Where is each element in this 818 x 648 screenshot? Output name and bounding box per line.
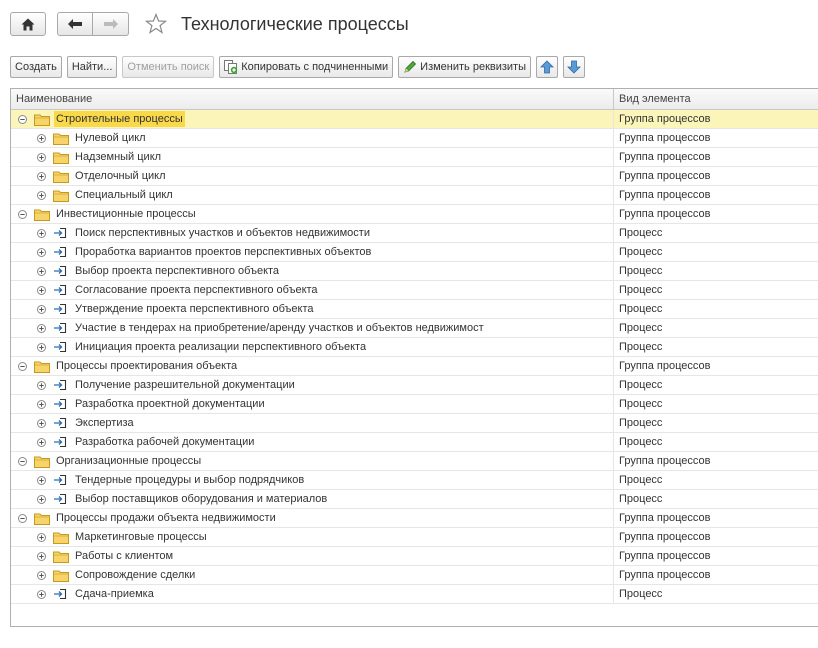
name-cell	[11, 471, 614, 489]
row-name: Тендерные процедуры и выбор подрядчиков	[75, 474, 305, 486]
folder-icon	[53, 169, 69, 183]
process-icon	[53, 416, 69, 430]
tree-row-group[interactable]	[11, 167, 818, 186]
row-name: Участие в тендерах на приобретение/аренду участков и объектов недвижимост	[75, 322, 484, 334]
kind-cell: Процесс	[619, 322, 663, 334]
cancel-search-button[interactable]: Отменить поиск	[122, 56, 214, 78]
tree-row-process[interactable]	[11, 338, 818, 357]
kind-cell: Процесс	[619, 265, 663, 277]
expand-icon[interactable]	[36, 152, 47, 163]
name-cell	[11, 167, 614, 185]
tree-row-process[interactable]	[11, 243, 818, 262]
row-name: Специальный цикл	[75, 189, 173, 201]
folder-icon	[34, 112, 50, 126]
tree-row-group[interactable]	[11, 566, 818, 585]
folder-icon	[34, 511, 50, 525]
kind-cell: Процесс	[619, 417, 663, 429]
row-name: Согласование проекта перспективного объекта	[75, 284, 318, 296]
kind-cell: Группа процессов	[619, 550, 711, 562]
home-icon	[21, 18, 35, 31]
expand-icon[interactable]	[36, 380, 47, 391]
collapse-icon[interactable]	[17, 209, 28, 220]
name-cell	[11, 300, 614, 318]
title-bar	[10, 10, 409, 38]
expand-icon[interactable]	[36, 133, 47, 144]
pencil-icon	[403, 60, 417, 74]
tree-row-process[interactable]	[11, 376, 818, 395]
table-header	[11, 89, 818, 110]
process-icon	[53, 321, 69, 335]
name-cell	[11, 186, 614, 204]
row-name: Получение разрешительной документации	[75, 379, 295, 391]
collapse-icon[interactable]	[17, 456, 28, 467]
folder-icon	[53, 188, 69, 202]
change-props-label: Изменить реквизиты	[420, 61, 526, 73]
expand-icon[interactable]	[36, 570, 47, 581]
row-name: Строительные процессы	[56, 113, 183, 125]
tree-row-group[interactable]	[11, 547, 818, 566]
expand-icon[interactable]	[36, 418, 47, 429]
row-name: Экспертиза	[75, 417, 134, 429]
copy-with-children-button[interactable]	[219, 56, 393, 78]
folder-icon	[34, 454, 50, 468]
expand-icon[interactable]	[36, 532, 47, 543]
folder-icon	[34, 207, 50, 221]
name-cell	[11, 376, 614, 394]
expand-icon[interactable]	[36, 190, 47, 201]
column-header-kind[interactable]: Вид элемента	[619, 93, 691, 105]
tree-row-process[interactable]	[11, 281, 818, 300]
back-button[interactable]	[57, 12, 93, 36]
create-button[interactable]: Создать	[10, 56, 62, 78]
row-name: Инвестиционные процессы	[56, 208, 196, 220]
tree-row-process[interactable]	[11, 490, 818, 509]
name-cell	[11, 338, 614, 356]
column-header-name[interactable]: Наименование	[11, 89, 614, 109]
row-name: Маркетинговые процессы	[75, 531, 207, 543]
process-icon	[53, 340, 69, 354]
name-cell	[11, 224, 614, 242]
tree-row-group[interactable]	[11, 110, 818, 129]
name-cell	[11, 148, 614, 166]
process-icon	[53, 473, 69, 487]
row-name: Организационные процессы	[56, 455, 202, 467]
tree-row-group[interactable]	[11, 452, 818, 471]
expand-icon[interactable]	[36, 589, 47, 600]
expand-icon[interactable]	[36, 551, 47, 562]
tree-row-process[interactable]	[11, 471, 818, 490]
process-icon	[53, 283, 69, 297]
folder-icon	[53, 568, 69, 582]
name-cell	[11, 414, 614, 432]
kind-cell: Группа процессов	[619, 569, 711, 581]
name-cell	[11, 319, 614, 337]
kind-cell: Группа процессов	[619, 170, 711, 182]
collapse-icon[interactable]	[17, 114, 28, 125]
arrow-left-icon	[67, 18, 83, 30]
folder-icon	[53, 530, 69, 544]
row-name: Сдача-приемка	[75, 588, 154, 600]
kind-cell: Группа процессов	[619, 531, 711, 543]
kind-cell: Группа процессов	[619, 113, 711, 125]
process-icon	[53, 435, 69, 449]
change-props-button[interactable]	[398, 56, 531, 78]
process-icon	[53, 397, 69, 411]
page-title: Технологические процессы	[181, 13, 409, 34]
expand-icon[interactable]	[36, 494, 47, 505]
find-button[interactable]: Найти...	[67, 56, 118, 78]
name-cell	[11, 509, 614, 527]
tree-row-group[interactable]	[11, 148, 818, 167]
expand-icon[interactable]	[36, 285, 47, 296]
name-cell	[11, 490, 614, 508]
expand-icon[interactable]	[36, 228, 47, 239]
name-cell	[11, 547, 614, 565]
name-cell	[11, 129, 614, 147]
row-name: Инициация проекта реализации перспективного объекта	[75, 341, 367, 353]
arrow-up-icon	[540, 60, 554, 74]
row-name: Выбор поставщиков оборудования и материалов	[75, 493, 328, 505]
kind-cell: Процесс	[619, 379, 663, 391]
name-cell	[11, 395, 614, 413]
folder-icon	[53, 131, 69, 145]
row-name: Выбор проекта перспективного объекта	[75, 265, 280, 277]
name-cell	[11, 585, 614, 603]
expand-icon[interactable]	[36, 266, 47, 277]
name-cell	[11, 357, 614, 375]
row-name: Разработка рабочей документации	[75, 436, 255, 448]
expand-icon[interactable]	[36, 342, 47, 353]
row-name: Процессы продажи объекта недвижимости	[56, 512, 276, 524]
kind-cell: Процесс	[619, 303, 663, 315]
kind-cell: Группа процессов	[619, 151, 711, 163]
kind-cell: Группа процессов	[619, 455, 711, 467]
kind-cell: Группа процессов	[619, 360, 711, 372]
name-cell	[11, 243, 614, 261]
arrow-right-icon	[103, 18, 119, 30]
name-cell	[11, 566, 614, 584]
move-down-button[interactable]	[563, 56, 585, 78]
expand-icon[interactable]	[36, 399, 47, 410]
tree-row-process[interactable]	[11, 414, 818, 433]
row-name: Работы с клиентом	[75, 550, 174, 562]
expand-icon[interactable]	[36, 304, 47, 315]
tree-row-process[interactable]	[11, 300, 818, 319]
kind-cell: Процесс	[619, 341, 663, 353]
name-cell	[11, 110, 614, 128]
process-icon	[53, 492, 69, 506]
tree-row-group[interactable]	[11, 509, 818, 528]
tree-row-group[interactable]	[11, 129, 818, 148]
processes-tree-table	[10, 88, 818, 627]
kind-cell: Процесс	[619, 588, 663, 600]
kind-cell: Процесс	[619, 493, 663, 505]
kind-cell: Группа процессов	[619, 189, 711, 201]
row-name: Разработка проектной документации	[75, 398, 265, 410]
tree-row-group[interactable]	[11, 528, 818, 547]
tree-row-process[interactable]	[11, 433, 818, 452]
name-cell	[11, 205, 614, 223]
copy-with-children-label: Копировать с подчиненными	[241, 61, 389, 73]
folder-icon	[53, 150, 69, 164]
star-icon	[145, 13, 167, 35]
folder-icon	[53, 549, 69, 563]
process-icon	[53, 226, 69, 240]
favorite-star-button[interactable]	[143, 11, 169, 37]
row-name: Поиск перспективных участков и объектов недвижимости	[75, 227, 370, 239]
tree-row-group[interactable]	[11, 205, 818, 224]
kind-cell: Группа процессов	[619, 208, 711, 220]
copy-icon	[224, 60, 238, 74]
kind-cell: Процесс	[619, 246, 663, 258]
expand-icon[interactable]	[36, 247, 47, 258]
row-name: Надземный цикл	[75, 151, 162, 163]
kind-cell: Группа процессов	[619, 132, 711, 144]
row-name: Проработка вариантов проектов перспективных объектов	[75, 246, 372, 258]
move-up-button[interactable]	[536, 56, 558, 78]
name-cell	[11, 452, 614, 470]
kind-cell: Процесс	[619, 436, 663, 448]
expand-icon[interactable]	[36, 323, 47, 334]
process-icon	[53, 302, 69, 316]
row-name: Процессы проектирования объекта	[56, 360, 238, 372]
row-name: Утверждение проекта перспективного объекта	[75, 303, 314, 315]
name-cell	[11, 433, 614, 451]
kind-cell: Группа процессов	[619, 512, 711, 524]
forward-button[interactable]	[93, 12, 129, 36]
tree-row-process[interactable]	[11, 224, 818, 243]
table-body	[11, 110, 818, 604]
kind-cell: Процесс	[619, 284, 663, 296]
home-button[interactable]	[10, 12, 46, 36]
kind-cell: Процесс	[619, 474, 663, 486]
row-name: Сопровождение сделки	[75, 569, 196, 581]
expand-icon[interactable]	[36, 437, 47, 448]
tree-row-group[interactable]	[11, 186, 818, 205]
command-bar	[10, 56, 590, 78]
expand-icon[interactable]	[36, 475, 47, 486]
name-cell	[11, 262, 614, 280]
tree-row-process[interactable]	[11, 585, 818, 604]
process-icon	[53, 587, 69, 601]
tree-row-group[interactable]	[11, 357, 818, 376]
expand-icon[interactable]	[36, 171, 47, 182]
process-icon	[53, 245, 69, 259]
process-icon	[53, 378, 69, 392]
collapse-icon[interactable]	[17, 513, 28, 524]
name-cell	[11, 528, 614, 546]
tree-row-process[interactable]	[11, 319, 818, 338]
folder-icon	[34, 359, 50, 373]
history-nav	[57, 12, 129, 36]
process-icon	[53, 264, 69, 278]
tree-row-process[interactable]	[11, 262, 818, 281]
row-name: Нулевой цикл	[75, 132, 146, 144]
arrow-down-icon	[567, 60, 581, 74]
kind-cell: Процесс	[619, 227, 663, 239]
tree-row-process[interactable]	[11, 395, 818, 414]
kind-cell: Процесс	[619, 398, 663, 410]
row-name: Отделочный цикл	[75, 170, 166, 182]
name-cell	[11, 281, 614, 299]
collapse-icon[interactable]	[17, 361, 28, 372]
